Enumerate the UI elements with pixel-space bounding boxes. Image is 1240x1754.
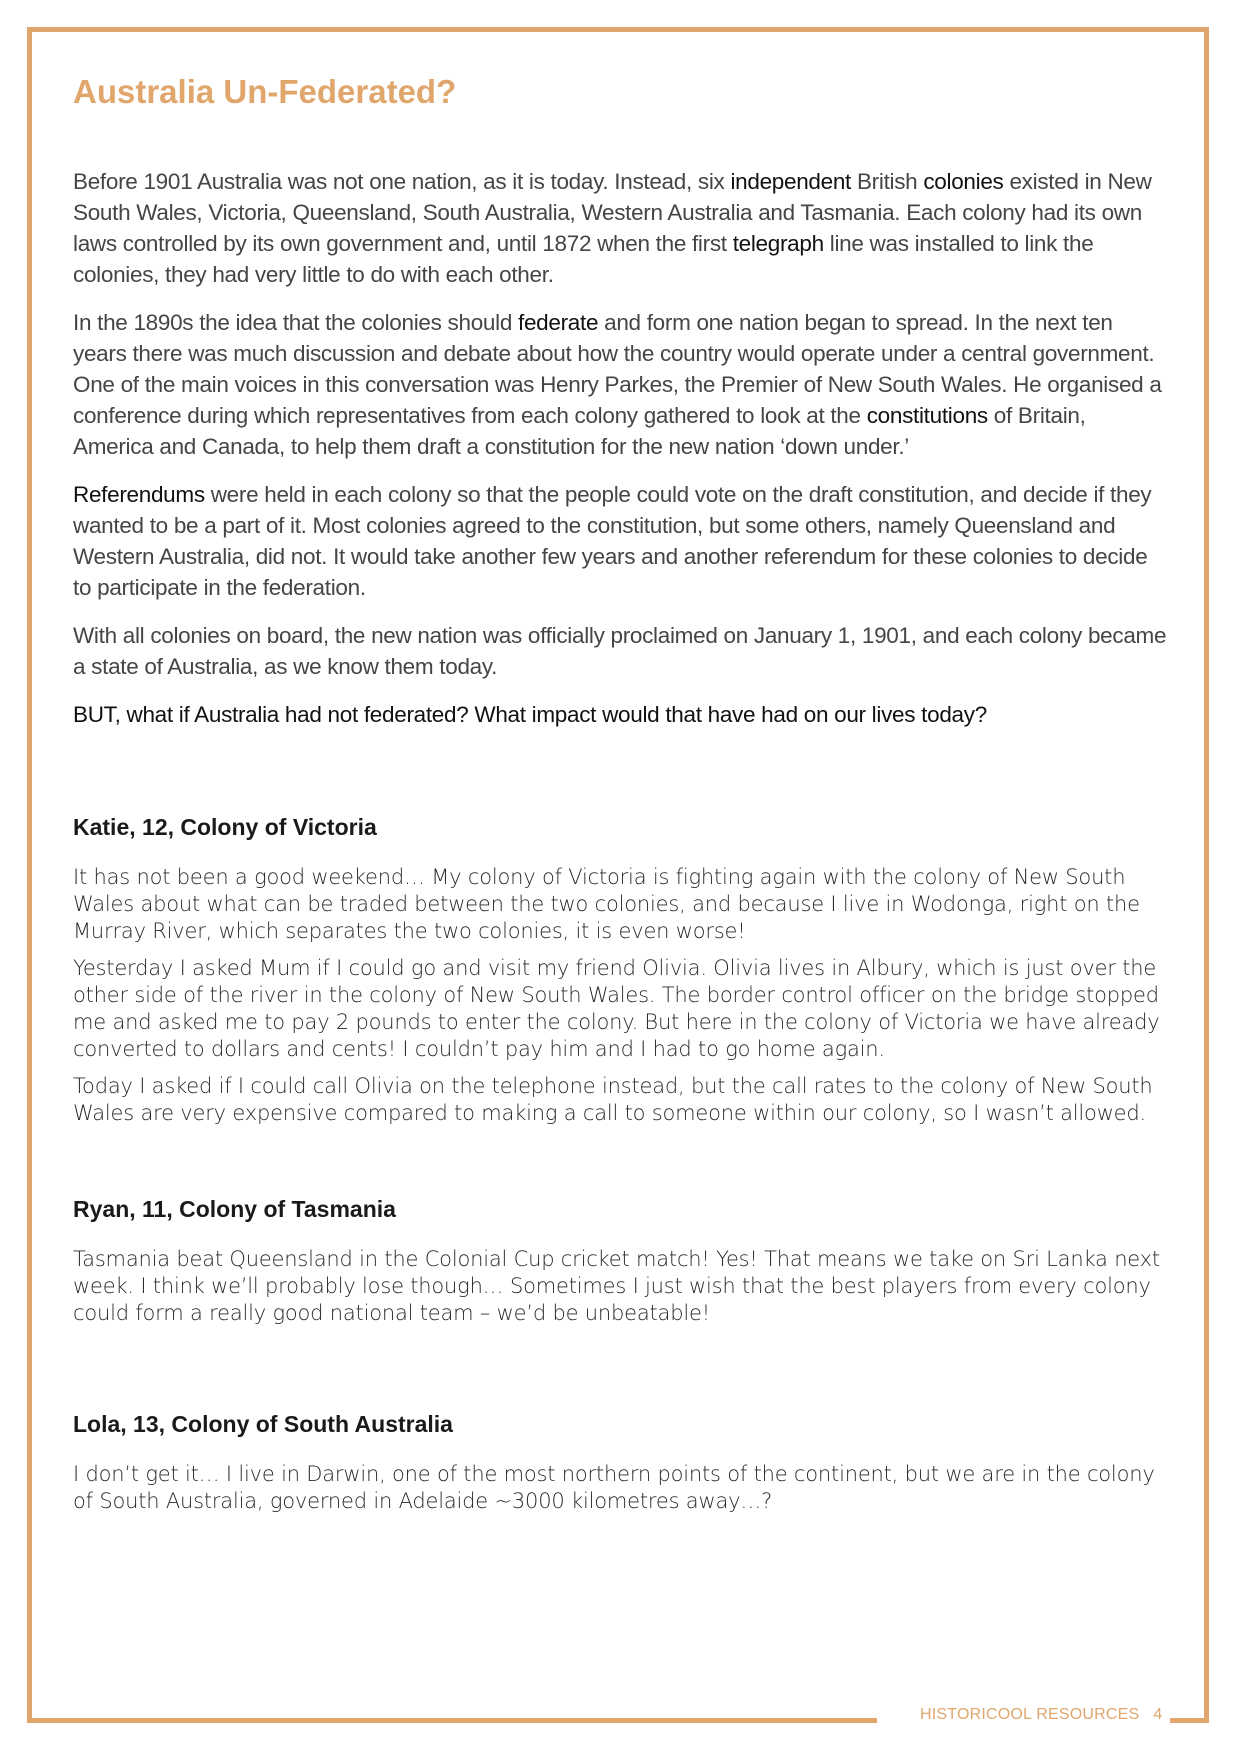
- keyword-telegraph: telegraph: [732, 231, 824, 256]
- intro-paragraph-2: [73, 307, 1168, 462]
- diary-entry-lola: [73, 1409, 1168, 1525]
- page-border-bottom-left: [27, 1718, 877, 1723]
- intro-section: [73, 166, 1168, 730]
- keyword-colonies: colonies: [923, 169, 1004, 194]
- page-number: 4: [1153, 1706, 1163, 1723]
- page-border-bottom-right: [1170, 1718, 1209, 1723]
- diary-paragraph: Tasmania beat Queensland in the Colonial Cup cricket match! Yes! That means we take on Sri Lanka next week. I think we’ll probably lose though… Sometimes I just wish that the best players from every colony could form a really good national team – we’d be unbeatable!: [73, 1247, 1160, 1325]
- intro-paragraph-1: [73, 166, 1168, 290]
- keyword-federate: federate: [518, 310, 599, 335]
- diary-heading: Katie, 12, Colony of Victoria: [73, 814, 377, 840]
- intro-paragraph-3: [73, 479, 1168, 603]
- keyword-constitutions: constitutions: [866, 403, 988, 428]
- page-title: Australia Un-Federated?: [73, 73, 457, 110]
- page-content: [73, 68, 1168, 1513]
- diary-heading: Ryan, 11, Colony of Tasmania: [73, 1196, 396, 1222]
- text-run: and form one nation began to spread. In the next ten years there was much discussion and debate about how the country would operate under a central government. One of the main voices in this conversation was Henry Parkes, the Premier of New South Wales. He organised a conference during which representatives from each colony gathered to look at the: [73, 310, 1162, 428]
- diary-entry-katie: [73, 812, 1168, 1137]
- text-run: Before 1901 Australia was not one nation, as it is today. Instead, six: [73, 169, 731, 194]
- keyword-referendums: Referendums: [73, 482, 205, 507]
- diary-paragraph: Today I asked if I could call Olivia on the telephone instead, but the call rates to the colony of New South Wales are very expensive compared to making a call to someone within our colony, so I wasn’t allowed.: [73, 1074, 1153, 1125]
- diary-text: [73, 1246, 1168, 1327]
- intro-paragraph-4: With all colonies on board, the new nation was officially proclaimed on January 1, 1901, and each colony became a state of Australia, as we know them today.: [73, 623, 1167, 679]
- diary-text: [73, 864, 1168, 1127]
- text-run: were held in each colony so that the people could vote on the draft constitution, and decide if they wanted to be a part of it. Most colonies agreed to the constitution, but some others, namely Queensland and Western Australia, did not. It would take another few years and another referendum for these colonies to decide to participate in the federation.: [73, 482, 1152, 600]
- diary-entry-ryan: [73, 1194, 1168, 1337]
- diary-text: [73, 1461, 1168, 1515]
- diary-heading: Lola, 13, Colony of South Australia: [73, 1411, 453, 1437]
- text-run: line was installed to link the colonies, they had very little to do with each other.: [73, 231, 1094, 287]
- diary-paragraph: I don’t get it… I live in Darwin, one of the most northern points of the continent, but we are in the colony of South Australia, governed in Adelaide ~3000 kilometres away…?: [73, 1462, 1155, 1513]
- diary-paragraph: It has not been a good weekend… My colony of Victoria is fighting again with the colony of New South Wales about what can be traded between the two colonies, and because I live in Wodonga, right on the Murray River, which separates the two colonies, it is even worse!: [73, 865, 1140, 943]
- text-run: In the 1890s the idea that the colonies should: [73, 310, 518, 335]
- text-run: British: [851, 169, 924, 194]
- keyword-independent: independent: [730, 169, 852, 194]
- diary-paragraph: Yesterday I asked Mum if I could go and visit my friend Olivia. Olivia lives in Albury, which is just over the other side of the river in the colony of New South Wales. The border control officer on the bridge stopped me and asked me to pay 2 pounds to enter the colony. But here in the colony of Victoria we have already converted to dollars and cents! I couldn’t pay him and I had to go home again.: [73, 956, 1160, 1061]
- text-run: existed in New South Wales, Victoria, Queensland, South Australia, Western Australia and Tasmania. Each colony had its own laws controlled by its own government and, until 1872 when the first: [73, 169, 1152, 256]
- page-footer: [920, 1706, 1162, 1724]
- text-run: of Britain, America and Canada, to help them draft a constitution for the new nation ‘down under.’: [73, 403, 1086, 459]
- footer-brand: HISTORICOOL RESOURCES: [920, 1706, 1140, 1723]
- intro-question: BUT, what if Australia had not federated? What impact would that have had on our lives today?: [73, 702, 987, 727]
